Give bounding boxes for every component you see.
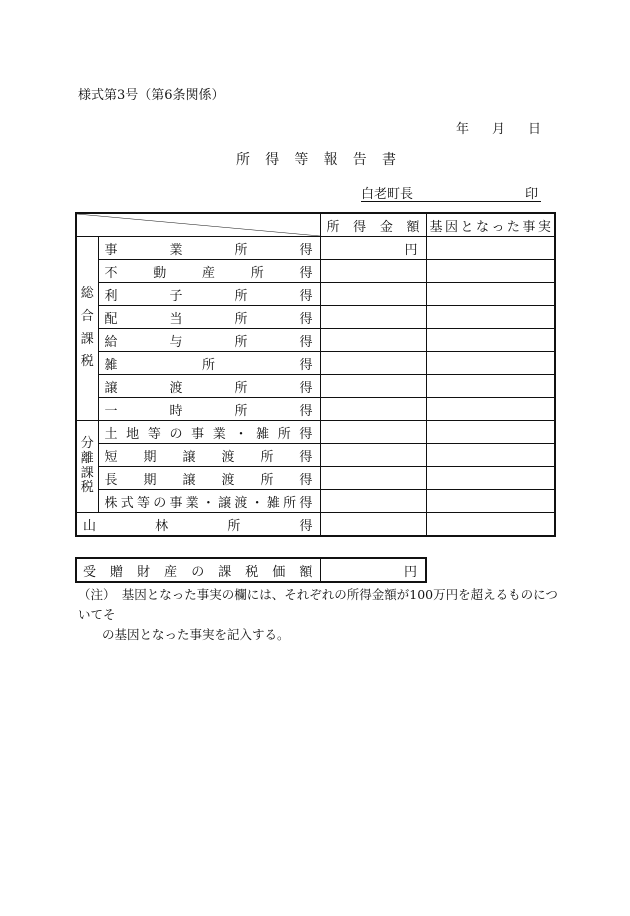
row-label <box>98 329 320 352</box>
fact-cell[interactable] <box>426 513 555 537</box>
header-fact-char: 事 <box>522 219 536 235</box>
table-row <box>76 467 555 490</box>
amount-cell[interactable]: 円 <box>320 237 426 260</box>
gift-amount-cell[interactable]: 円 <box>320 558 426 582</box>
table-row <box>76 329 555 352</box>
row-label-char: 譲 <box>218 495 232 511</box>
amount-cell[interactable] <box>320 260 426 283</box>
row-label-char: ・ <box>201 495 215 511</box>
row-label-char: 利 <box>104 288 118 304</box>
row-label-char: 得 <box>299 449 313 465</box>
group-label-char: 課 <box>80 465 94 481</box>
table-row <box>76 444 555 467</box>
table-row <box>76 306 555 329</box>
row-label-char: 譲 <box>104 380 118 396</box>
row-label-char: 所 <box>260 449 274 465</box>
table-row <box>76 283 555 306</box>
row-label-char: 配 <box>104 311 118 327</box>
header-fact-char: っ <box>491 219 505 235</box>
header-amount <box>320 213 426 237</box>
row-label-char: 短 <box>104 449 118 465</box>
gift-label-char: 価 <box>272 564 286 580</box>
row-label-char: 地 <box>126 426 140 442</box>
seal-mark: 印 <box>525 187 539 202</box>
amount-cell[interactable] <box>320 467 426 490</box>
group-separate-taxation <box>76 421 98 513</box>
row-label <box>98 237 320 260</box>
group-label-char: 課 <box>80 331 94 347</box>
date-year-label: 年 <box>456 122 470 137</box>
row-label-char: 得 <box>299 357 313 373</box>
row-label-char: 所 <box>227 518 241 534</box>
table-row <box>76 398 555 421</box>
row-label-char: 得 <box>299 495 313 511</box>
amount-cell[interactable] <box>320 421 426 444</box>
table-row <box>76 490 555 513</box>
row-label <box>98 444 320 467</box>
row-label-char: 雑 <box>256 426 270 442</box>
header-fact-char: 基 <box>429 219 443 235</box>
row-label-char: 所 <box>234 288 248 304</box>
fact-cell[interactable] <box>426 329 555 352</box>
header-diagonal-cell <box>76 213 320 237</box>
table-row <box>76 260 555 283</box>
amount-cell[interactable] <box>320 490 426 513</box>
row-label-char: 給 <box>104 334 118 350</box>
amount-cell[interactable] <box>320 398 426 421</box>
row-label-char: 期 <box>143 472 157 488</box>
gift-label-char: 税 <box>245 564 259 580</box>
header-amount-char: 額 <box>406 219 420 235</box>
row-label-char: 渡 <box>221 449 235 465</box>
gift-label-char: 産 <box>164 564 178 580</box>
fact-cell[interactable] <box>426 237 555 260</box>
row-label-char: 子 <box>169 288 183 304</box>
header-fact-char: 実 <box>537 219 551 235</box>
gift-label-char: の <box>191 564 205 580</box>
row-label-char: ・ <box>234 426 248 442</box>
row-label-char: 林 <box>155 518 169 534</box>
fact-cell[interactable] <box>426 398 555 421</box>
group-label-char: 合 <box>80 308 94 324</box>
fact-cell[interactable] <box>426 260 555 283</box>
fact-cell[interactable] <box>426 306 555 329</box>
amount-cell[interactable] <box>320 375 426 398</box>
table-row <box>76 375 555 398</box>
row-label-char: 動 <box>153 265 167 281</box>
row-label-char: 土 <box>104 426 118 442</box>
row-label-char: 業 <box>185 495 199 511</box>
header-fact <box>426 213 555 237</box>
row-label-char: 所 <box>234 380 248 396</box>
amount-cell[interactable] <box>320 444 426 467</box>
header-fact-char: 因 <box>444 219 458 235</box>
table-row-forest <box>76 513 555 537</box>
row-label-char: 期 <box>143 449 157 465</box>
row-label-char: 得 <box>299 403 313 419</box>
row-label-char: 等 <box>136 495 150 511</box>
header-fact-char: な <box>475 219 489 235</box>
row-label-char: 所 <box>234 311 248 327</box>
group-label-char: 税 <box>80 480 94 496</box>
row-label-char: 渡 <box>221 472 235 488</box>
amount-cell[interactable] <box>320 513 426 537</box>
amount-cell[interactable] <box>320 352 426 375</box>
header-amount-char: 得 <box>353 219 367 235</box>
date-month-label: 月 <box>492 122 506 137</box>
row-label-char: 所 <box>250 265 264 281</box>
row-label <box>98 398 320 421</box>
row-label <box>98 467 320 490</box>
row-label-char: 所 <box>283 495 297 511</box>
row-label-char: 所 <box>277 426 291 442</box>
table-row <box>76 352 555 375</box>
group-label-char: 総 <box>80 285 94 301</box>
row-label-char: 渡 <box>234 495 248 511</box>
row-label-char: 業 <box>212 426 226 442</box>
row-label-char: 等 <box>147 426 161 442</box>
fact-cell[interactable] <box>426 421 555 444</box>
row-label-char: 得 <box>299 334 313 350</box>
date-day-label: 日 <box>528 122 542 137</box>
row-label-char: 得 <box>299 426 313 442</box>
row-label-char: 雑 <box>104 357 118 373</box>
gift-label-char: 贈 <box>110 564 124 580</box>
amount-cell[interactable] <box>320 329 426 352</box>
amount-cell[interactable] <box>320 306 426 329</box>
row-label-char: 山 <box>83 518 97 534</box>
row-label-char: 得 <box>299 288 313 304</box>
row-label-char: 一 <box>104 403 118 419</box>
fact-cell[interactable] <box>426 467 555 490</box>
row-label-char: 譲 <box>182 472 196 488</box>
row-label-char: 事 <box>169 495 183 511</box>
row-label <box>98 260 320 283</box>
table-row <box>76 237 555 260</box>
form-number: 様式第3号（第6条関係） <box>78 88 225 103</box>
footnote-line-1: （注） 基因となった事実の欄には、それぞれの所得金額が100万円を超えるものについてそ <box>78 587 558 622</box>
row-label-char: 得 <box>299 311 313 327</box>
footnote-line-2: の基因となった事実を記入する。 <box>102 627 290 642</box>
row-label <box>98 306 320 329</box>
header-fact-char: た <box>506 219 520 235</box>
row-label-char: 時 <box>169 403 183 419</box>
row-label-char: 与 <box>169 334 183 350</box>
income-report-table <box>75 212 556 537</box>
row-label-char: 得 <box>299 518 313 534</box>
group-label-char: 税 <box>80 354 94 370</box>
footnote <box>78 585 558 645</box>
gift-row <box>76 558 426 582</box>
row-label <box>76 513 320 537</box>
fact-cell[interactable] <box>426 375 555 398</box>
fact-cell[interactable] <box>426 490 555 513</box>
row-label-char: 得 <box>299 472 313 488</box>
gift-label-char: 課 <box>218 564 232 580</box>
row-label-char: 所 <box>234 334 248 350</box>
gift-label <box>76 558 320 582</box>
row-label <box>98 421 320 444</box>
row-label-char: 業 <box>169 242 183 258</box>
fact-cell[interactable] <box>426 352 555 375</box>
row-label <box>98 375 320 398</box>
row-label-char: 渡 <box>169 380 183 396</box>
amount-cell[interactable] <box>320 283 426 306</box>
row-label-char: 所 <box>234 242 248 258</box>
row-label-char: 得 <box>299 242 313 258</box>
row-label-char: 所 <box>201 357 215 373</box>
row-label-char: 長 <box>104 472 118 488</box>
row-label-char: 事 <box>191 426 205 442</box>
table-row <box>76 421 555 444</box>
group-label-char: 離 <box>80 450 94 466</box>
row-label-char: 得 <box>299 265 313 281</box>
gift-value-table <box>75 557 427 583</box>
row-label-char: 得 <box>299 380 313 396</box>
row-label-char: 事 <box>104 242 118 258</box>
row-label-char: 式 <box>120 495 134 511</box>
row-label-char: 所 <box>234 403 248 419</box>
group-label-char: 分 <box>80 435 94 451</box>
gift-label-char: 額 <box>299 564 313 580</box>
row-label-char: の <box>153 495 167 511</box>
row-label-char: 所 <box>260 472 274 488</box>
row-label <box>98 490 320 513</box>
row-label-char: ・ <box>250 495 264 511</box>
gift-label-char: 受 <box>83 564 97 580</box>
row-label-char: 不 <box>104 265 118 281</box>
row-label <box>98 352 320 375</box>
row-label-char: の <box>169 426 183 442</box>
header-amount-char: 所 <box>326 219 340 235</box>
row-label-char: 当 <box>169 311 183 327</box>
row-label-char: 雑 <box>266 495 280 511</box>
fact-cell[interactable] <box>426 283 555 306</box>
header-amount-char: 金 <box>379 219 393 235</box>
row-label-char: 株 <box>104 495 118 511</box>
row-label-char: 産 <box>201 265 215 281</box>
fact-cell[interactable] <box>426 444 555 467</box>
row-label <box>98 283 320 306</box>
document-title: 所 得 等 報 告 書 <box>236 152 396 168</box>
header-row <box>76 213 555 237</box>
gift-label-char: 財 <box>137 564 151 580</box>
group-general-taxation <box>76 237 98 421</box>
row-label-char: 譲 <box>182 449 196 465</box>
header-fact-char: と <box>460 219 474 235</box>
recipient: 白老町長 <box>361 187 414 202</box>
